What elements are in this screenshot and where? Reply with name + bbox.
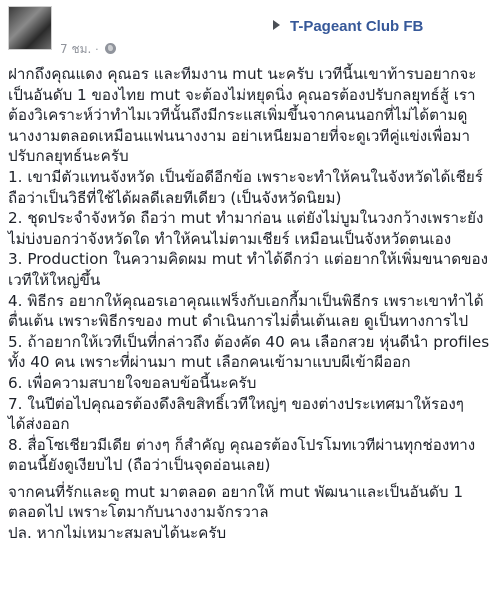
- post-line: 7. ในปีต่อไปคุณอรต้องดึงลิขสิทธิ์เวทีใหญ่ๆ ของต่างประเทศมาให้รองๆ: [8, 394, 464, 413]
- post-line: 5. ถ้าอยากให้เวทีเป็นที่กล่าวถึง ต้องคัด 40 คน เลือกสวย หุ่นดีนำ profiles: [8, 332, 490, 351]
- post-line: ฝากถึงคุณแดง คุณอร และทีมงาน mut นะครับ เวทีนี้นเขาท้ารบอยากจะ: [8, 65, 477, 83]
- post-line: เป็นอันดับ 1 ของไทย mut จะต้องไม่หยุดนิ่ง คุณอรต้องปรับกลยุทธ์สู้ เรา: [8, 85, 476, 104]
- post-line: 6. เพื่อความสบายใจขอลบข้อนี้นะครับ: [8, 373, 257, 392]
- post-line: นางงามตลอดเหมือนแฟนนางงาม อย่าเหนียมอายที่จะดูเวทีคู่แข่งเพื่อมา: [8, 126, 471, 145]
- group-link[interactable]: [273, 16, 423, 35]
- post-line: ตื่นเต้น เพราะพิธีกรของ mut ดำเนินการไม่ตื่นเต้นเลย ดูเป็นทางการไป: [8, 312, 469, 331]
- post-line: ตอนนี้ยังดูเงียบไป (ถือว่าเป็นจุดอ่อนเลย): [8, 456, 271, 475]
- group-name[interactable]: T-Pageant Club FB: [290, 18, 424, 35]
- play-triangle-icon: [273, 20, 280, 30]
- post-line: ตลอดไป เพราะโตมากับนางงามจักรวาล: [8, 503, 269, 522]
- post-line: ต้องวิเคราะห์ว่าทำไมเวทีนั้นถึงมีกระแสเพิ่มขึ้นจากคนนอกที่ไม่ได้ตามดู: [8, 106, 468, 125]
- time-separator: ·: [95, 43, 99, 56]
- post-time[interactable]: 7 ชม.: [60, 42, 92, 56]
- post-line: 1. เขามีตัวแทนจังหวัด เป็นข้อดีอีกข้อ เพราะจะทำให้คนในจังหวัดได้เชียร์: [8, 167, 483, 186]
- post-line: 2. ชุดประจำจังหวัด ถือว่า mut ทำมาก่อน แต่ยังไม่บูมในวงกว้างเพราะยัง: [8, 209, 484, 228]
- post-line: ทั้ง 40 คน เพราะที่ผ่านมา mut เลือกคนเข้ามาแบบผีเข้าผีออก: [8, 353, 411, 372]
- globe-icon: [105, 43, 116, 54]
- post-line: จากคนที่รักและดู mut มาตลอด อยากให้ mut พัฒนาและเป็นอันดับ 1: [8, 482, 464, 501]
- post-header: [0, 0, 496, 62]
- post-line: 4. พิธีกร อยากให้คุณอรเอาคุณแฟร็งกับเอกกี้มาเป็นพิธีกร เพราะเขาทำได้: [8, 291, 484, 310]
- profile-avatar[interactable]: [8, 6, 52, 50]
- post-line: เวทีให้ใหญ่ขึ้น: [8, 270, 101, 289]
- post-line: ไม่บ่งบอกว่าจังหวัดใด ทำให้คนไม่ตามเชียร์ เหมือนเป็นจังหวัดตนเอง: [8, 229, 452, 248]
- post-line: ได้ส่งออก: [8, 415, 70, 434]
- post-line: 8. สื่อโซเชียวมีเดีย ต่างๆ ก็สำคัญ คุณอรต้องโปรโมทเวทีผ่านทุกช่องทาง: [8, 435, 476, 454]
- post-line: 3. Production ในความคิดผม mut ทำได้ดีกว่า แต่อยากให้เพิ่มขนาดของ: [8, 250, 489, 269]
- post-line: ปรับกลยุทธ์นะครับ: [8, 147, 129, 166]
- post-body: [8, 64, 492, 544]
- post-line: ปล. หากไม่เหมาะสมลบได้นะครับ: [8, 524, 227, 543]
- post-timestamp-row: [60, 40, 116, 59]
- post-line: ถือว่าเป็นวิธีที่ใช้ได้ผลดีเลยทีเดียว (เป็นจังหวัดนิยม): [8, 188, 342, 207]
